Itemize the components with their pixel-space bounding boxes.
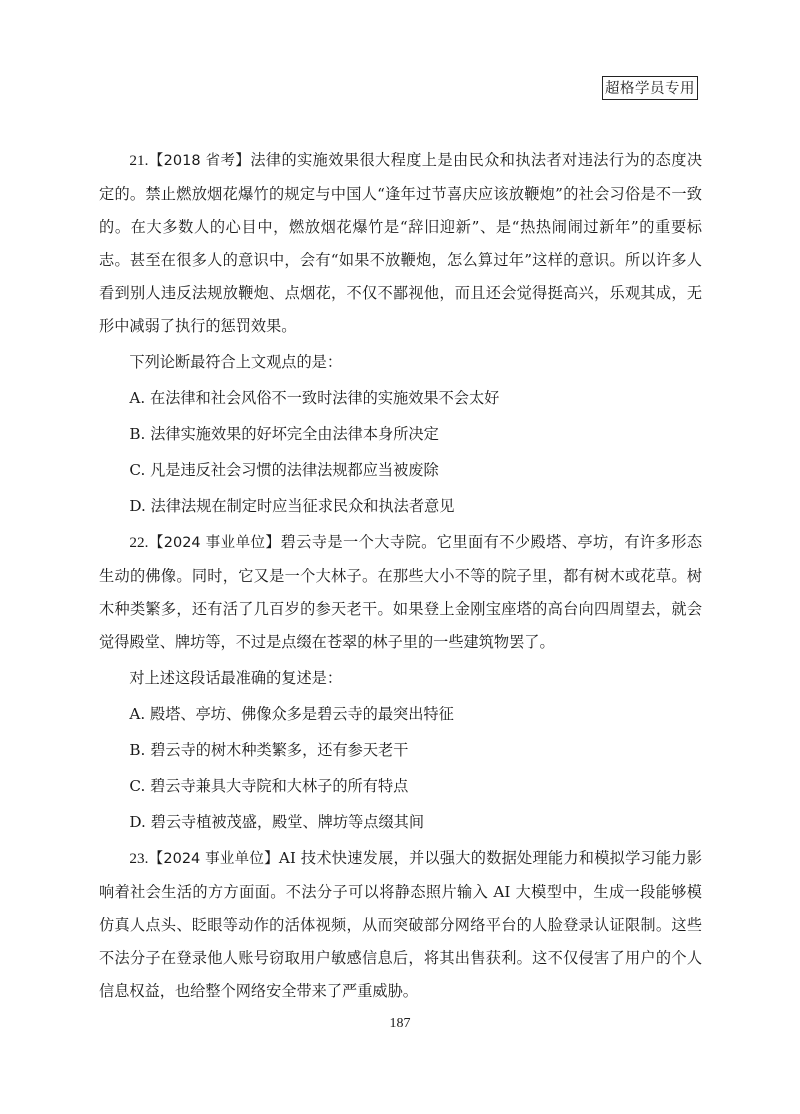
question-22-option-a: A. 殿塔、亭坊、佛像众多是碧云寺的最突出特征: [129, 705, 454, 723]
question-source: 【2024 事业单位】: [148, 851, 279, 867]
question-number: 21.: [129, 152, 149, 169]
question-number: 23.: [129, 850, 149, 867]
question-number: 22.: [129, 534, 149, 551]
question-21-prompt: 下列论断最符合上文观点的是：: [129, 353, 343, 371]
question-21-option-a: A. 在法律和社会风俗不一致时法律的实施效果不会太好: [129, 389, 500, 407]
question-22-option-c: C. 碧云寺兼具大寺院和大林子的所有特点: [129, 777, 409, 795]
question-23-stem: [99, 842, 702, 1008]
question-21-option-c: C. 凡是违反社会习惯的法律法规都应当被废除: [129, 461, 439, 479]
question-22-stem: [99, 526, 702, 659]
question-source: 【2018 省考】: [148, 153, 251, 169]
question-text: AI 技术快速发展，并以强大的数据处理能力和模拟学习能力影响着社会生活的方方面面。不法分子可以将静态照片输入 AI 大模型中，生成一段能够模仿真人点头、眨眼等动作的活体视频，从而突破部分网络平台的人脸登录认证限制。这些不法分子在登录他人账号窃取用户敏感信息后，将其出售获利。这不仅侵害了用户的个人信息权益，也给整个网络安全带来了严重威胁。: [99, 849, 702, 1000]
question-21-option-d: D. 法律法规在制定时应当征求民众和执法者意见: [129, 497, 455, 515]
question-21-option-b: B. 法律实施效果的好坏完全由法律本身所决定: [129, 425, 439, 443]
question-22-prompt: 对上述这段话最准确的复述是：: [129, 669, 343, 687]
question-22-option-b: B. 碧云寺的树木种类繁多，还有参天老干: [129, 741, 409, 759]
page-content: [99, 144, 702, 1011]
question-source: 【2024 事业单位】: [148, 535, 281, 551]
question-21-stem: [99, 144, 702, 343]
page-number: 187: [389, 1016, 411, 1031]
question-text: 碧云寺是一个大寺院。它里面有不少殿塔、亭坊，有许多形态生动的佛像。同时，它又是一个大林子。在那些大小不等的院子里，都有树木或花草。树木种类繁多，还有活了几百岁的参天老干。如果登上金刚宝座塔的高台向四周望去，就会觉得殿堂、牌坊等，不过是点缀在苍翠的林子里的一些建筑物罢了。: [99, 533, 703, 651]
question-22-option-d: D. 碧云寺植被茂盛，殿堂、牌坊等点缀其间: [129, 813, 425, 831]
header-tag: 超格学员专用: [602, 76, 698, 100]
question-text: 法律的实施效果很大程度上是由民众和执法者对违法行为的态度决定的。禁止燃放烟花爆竹的规定与中国人“逢年过节喜庆应该放鞭炮”的社会习俗是不一致的。在大多数人的心目中，燃放烟花爆竹是“辞旧迎新”、是“热热闹闹过新年”的重要标志。甚至在很多人的意识中，会有“如果不放鞭炮，怎么算过年”这样的意识。所以许多人看到别人违反法规放鞭炮、点烟花，不仅不鄙视他，而且还会觉得挺高兴，乐观其成，无形中减弱了执行的惩罚效果。: [99, 151, 703, 335]
